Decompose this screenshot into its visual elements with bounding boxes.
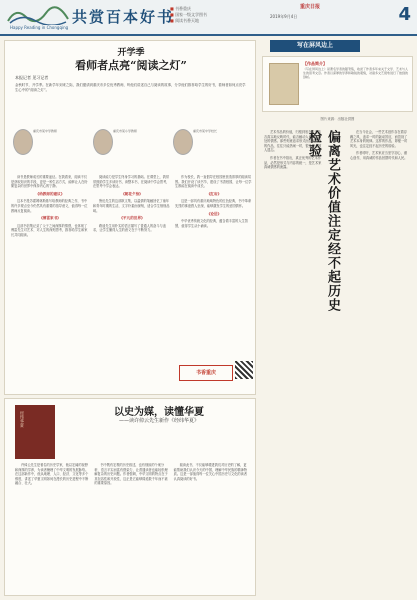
page-number: 4 [398,4,411,25]
book-cover-image [15,405,55,459]
book-title: 《傅雷家书》 [39,216,61,221]
masthead-links [170,6,207,24]
photo-caption: 重庆市某中学教师 [33,129,58,133]
book-cover-title: 经纬华夏 [20,411,25,427]
article-column-1 [11,175,89,390]
logo [6,3,70,31]
book-review-article [4,398,256,596]
paragraph: 作者呼吁，艺术家应当坚守初心，潜心创作，用真诚的作品回馈时代和人民。 [350,151,408,160]
vertical-headline: 偏离艺术价值注定经不起历史检验 [306,130,340,312]
teacher-photo [93,129,113,155]
paragraph: 这是一部具有重庆地域特色的红色经典，书中革命先烈的事迹感人至深，能够激发学生的爱国情怀。 [175,199,252,208]
paragraph: 作为校长，我一直倡导在校园里营造浓厚的阅读氛围。我们开设了读书节，建设了书香校园，让每一位学生都能在阅读中成长。 [175,175,252,189]
right-text-column-2 [350,130,408,590]
qr-code-icon[interactable] [235,361,253,379]
headline: 看师者点亮“阅读之灯” [75,59,187,72]
right-column-article [262,40,413,596]
paragraph: 中华优秀传统文化的经典，蕴含着丰富的人生智慧，值得学生从小诵读。 [175,219,248,228]
paragraph: 书中既有宏观的历史叙述，也有细致的个案分析，语言平实而富有感染力，让普通读者也能轻松理解复杂的历史问题。作者强调，中华文明的特点在于其包容性和开放性，这正是它能够绵延数千年而不衰的重要原因。 [94,463,168,486]
date-line: 2019年9月4日 [270,14,298,19]
paragraph: 在当今社会，一些艺术创作存在着浮躁之风，追求一时的轰动效应，而忽视了艺术本身的规律。这样的作品，即便一时风光，也注定经不起历史的检验。 [350,130,408,148]
book-title: 《红岩》 [206,191,222,196]
photo-caption: 重庆市某中学校长 [193,129,218,133]
book-review-body [15,463,247,591]
intro-box [262,56,413,112]
teacher-photo [13,129,33,155]
intro-title: 【作品简介】 [303,61,327,66]
section-title: 共赏百本好书 [72,8,175,26]
intro-text: 《写在屏风边上》是著名学者的随笔集，收录了作者多年来关于文学、艺术与人生的思考文章。作者以深厚的学养和敏锐的观察，对诸多文艺现象进行了独到的剖析。 [303,67,409,80]
article-column-2 [93,175,171,390]
logo-subtitle: Happy Reading in Chongqing [10,25,69,30]
lead-paragraph: 金秋时节，开学季。在新学年到来之际，我们邀请到重庆市多位优秀教师，听他们讲述自己与阅读的故事，分享他们推荐给学生的好书，看师者如何点亮学生心中的“阅读之灯”。 [15,83,246,92]
photo-row [11,129,251,173]
book-review-subhead: ——读许倬云先生新作《经纬华夏》 [118,418,199,424]
paper-name: 重庆日报 [300,4,321,10]
teacher-photo [173,129,193,155]
book-thumbnail-image [269,63,299,105]
book-title: 《平凡的世界》 [119,216,145,221]
paragraph: 作者在书中指出，真正优秀的艺术作品，必然是形式与内容的统一，是艺术家真诚情感的流露。 [264,155,322,170]
paragraph: 这本书是苏霍姆林斯基写给教师的经典之作，书中的许多观点至今仍然具有重要的指导意义，值得每一位教师反复阅读。 [11,199,88,213]
book-title: 《论语》 [206,211,222,216]
photo-caption: 重庆市某小学教师 [113,129,138,133]
image-caption: 图片来源：出版社供图 [320,117,355,121]
column-stamp: 书香重庆 [179,365,233,381]
masthead-link[interactable]: ■ 阅读书香天地 [170,18,207,24]
byline: 本报记者 见习记者 [15,75,49,80]
logo-graphic-icon [6,3,70,25]
paragraph: 阅读此书，不仅能够增进我们对历史的了解，更能帮助我们认识今天的中国，理解中华民族的精神特质。这是一部值得每一位关心中国历史与文化的读者认真阅读的好书。 [173,463,247,481]
article-column-3 [175,175,253,355]
book-review-headline: 以史为媒，读懂华夏 [114,407,204,418]
paragraph: 艺术作品的价值，归根到底在于它能否真实地反映时代，能否触动人们内心深处的情感。那些刻意追求形式而忽视内容的作品，往往只能热闹一时，很快便会被人遗忘。 [264,130,322,153]
column-banner: 写在屏风边上 [270,40,360,52]
paragraph: 读书是教师成长的重要途径。在我看来，阅读不仅是获取知识的手段，更是一种生活方式，能够让人在纷繁复杂的世界中保持内心的宁静。 [11,175,88,189]
paragraph: 路遥先生用朴实的语言描写了普通人的奋斗与追求，让学生懂得人生的意义在于不断努力。 [93,223,166,233]
book-title: 《给教师的建议》 [35,191,65,196]
masthead-link[interactable]: ■ 国家一级文学图书 [170,12,207,18]
main-article [4,40,256,395]
paragraph: 许倬云先生是著名的历史学家，他以宏阔的视野和深厚的学养，为读者梳理了中华文明的发展脉络。在这部新作中，他从地理、人口、经济、文化等多个维度，讲述了华夏文明如何在漫长的历史进程中不断融合、壮大。 [15,463,89,486]
masthead [0,0,417,36]
paragraph: 这部书信集记录了父子之间深厚的情感，也体现了傅雷先生对艺术、对人生的深刻思考，推荐给学生和家长共同阅读。 [11,223,88,237]
masthead-link[interactable]: ■ 书香重庆 [170,6,207,12]
book-title: 《朝花夕拾》 [121,191,143,196]
headline-kicker: 开学季 [117,48,145,58]
right-text-column-1 [264,130,322,590]
paragraph: 阅读能力是学生终身学习的基础。在课堂上，我常常鼓励学生多读好书，读整本书，在阅读中学会思考，在思考中学会表达。 [93,175,170,189]
paragraph: 鲁迅先生的这部散文集，以温情的笔触回忆了童年和青年时期的生活，文字朴素而深刻，适合学生细细品味。 [93,199,170,213]
